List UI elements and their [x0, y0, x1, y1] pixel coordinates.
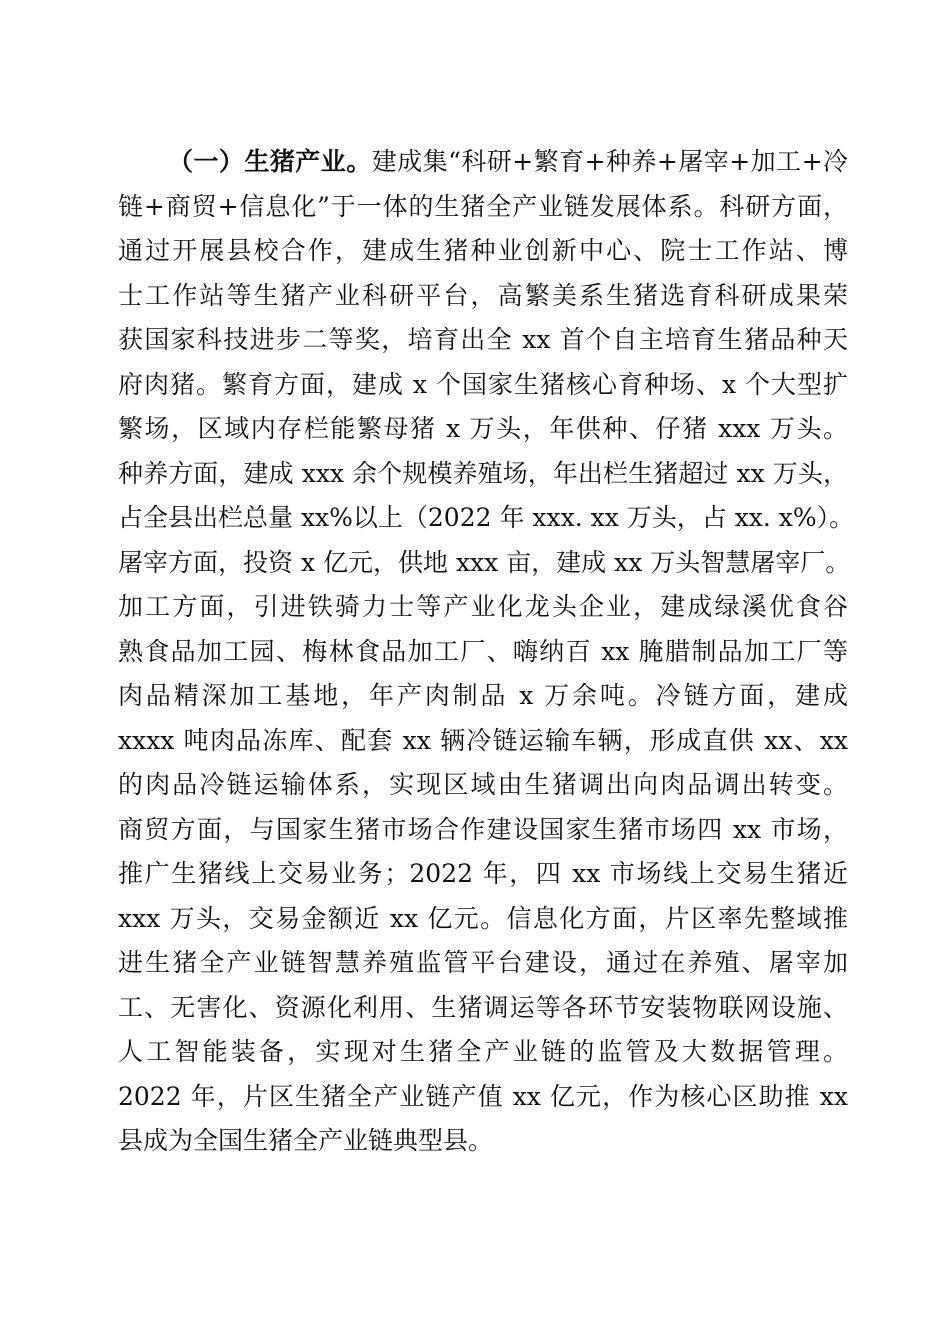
paragraph-line: 通过开展县校合作，建成生猪种业创新中心、院士工作站、博: [118, 236, 848, 265]
paragraph-line: 屠宰方面，投资 x 亿元，供地 xxx 亩，建成 xx 万头智慧屠宰厂。: [118, 547, 851, 577]
paragraph-line: 肉品精深加工基地，年产肉制品 x 万余吨。冷链方面，建成: [118, 681, 848, 710]
paragraph-line: 繁场，区域内存栏能繁母猪 x 万头，年供种、仔猪 xxx 万头。: [118, 414, 848, 443]
section-heading: （一）生猪产业。: [168, 147, 372, 176]
paragraph-line: 获国家科技进步二等奖，培育出全 xx 首个自主培育生猪品种天: [118, 325, 848, 354]
paragraph-line: 推广生猪线上交易业务；2022 年，四 xx 市场线上交易生猪近: [118, 859, 848, 888]
paragraph-pig-industry: [118, 140, 855, 1164]
paragraph-line: 链+商贸+信息化”于一体的生猪全产业链发展体系。科研方面，: [118, 191, 848, 221]
paragraph-line: 士工作站等生猪产业科研平台，高繁美系生猪选育科研成果荣: [118, 280, 848, 310]
paragraph-line: 加工方面，引进铁骑力士等产业化龙头企业，建成绿溪优食谷: [118, 592, 848, 621]
paragraph-line: xxxx 吨肉品冻库、配套 xx 辆冷链运输车辆，形成直供 xx、xx: [118, 725, 848, 755]
paragraph-line: 2022 年，片区生猪全产业链产值 xx 亿元，作为核心区助推 xx: [118, 1081, 848, 1111]
paragraph-line: 商贸方面，与国家生猪市场合作建设国家生猪市场四 xx 市场，: [118, 814, 848, 844]
paragraph-line: 的肉品冷链运输体系，实现区域由生猪调出向肉品调出转变。: [118, 770, 848, 799]
paragraph-line: 种养方面，建成 xxx 余个规模养殖场，年出栏生猪超过 xx 万头，: [118, 458, 848, 488]
paragraph-line-1-text: 建成集“科研+繁育+种养+屠宰+加工+冷: [371, 147, 848, 176]
paragraph-line: 府肉猪。繁育方面，建成 x 个国家生猪核心育种场、x 个大型扩: [118, 369, 848, 399]
paragraph-line-last: 县成为全国生猪全产业链典型县。: [118, 1126, 494, 1155]
paragraph-line: 进生猪全产业链智慧养殖监管平台建设，通过在养殖、屠宰加: [118, 948, 848, 977]
paragraph-line: 人工智能装备，实现对生猪全产业链的监管及大数据管理。: [118, 1037, 848, 1066]
paragraph-line: 工、无害化、资源化利用、生猪调运等各环节安装物联网设施、: [118, 992, 848, 1022]
paragraph-line: xxx 万头，交易金额近 xx 亿元。信息化方面，片区率先整域推: [118, 903, 848, 933]
paragraph-line: 占全县出栏总量 xx%以上（2022 年 xxx. xx 万头，占 xx. x%）。: [118, 503, 855, 532]
paragraph-line: 熟食品加工园、梅林食品加工厂、嗨纳百 xx 腌腊制品加工厂等: [118, 636, 848, 666]
paragraph-line-1: [118, 140, 848, 185]
